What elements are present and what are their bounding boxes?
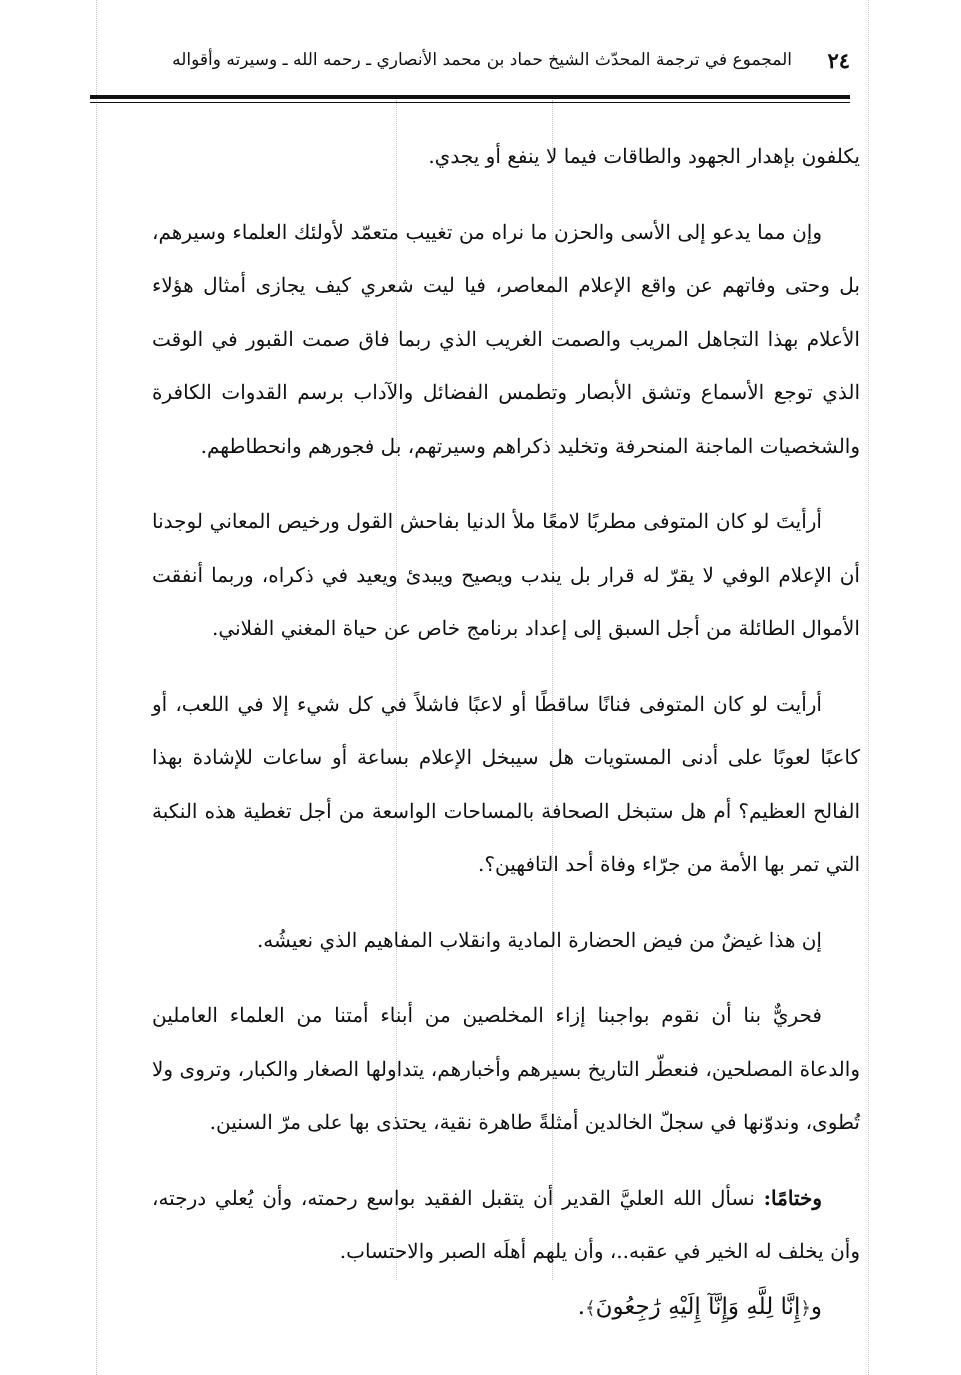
quranic-verse	[152, 1279, 860, 1337]
paragraph-5: إن هذا غيضٌ من فيض الحضارة المادية وانقلاب المفاهيم الذي نعيشُه.	[256, 927, 822, 952]
body-text	[152, 130, 860, 1337]
page-header	[90, 42, 850, 82]
paragraph-6: فحريٌّ بنا أن نقوم بواجبنا إزاء المخلصين من أبناء أمتنا من العلماء العاملين والدعاة المصلحين، فنعطّر التاريخ بسيرهم وأخبارهم، يتداولها الصغار والكبار، وتروى ولا تُطوى، وندوّنها في سجلّ الخالدين أمثلةً طاهرة نقية، يحتذى بها على مرّ السنين.	[152, 1003, 860, 1134]
closing-lead: وختامًا:	[763, 1185, 822, 1210]
header-rule-thin	[90, 102, 850, 103]
verse-prefix: و	[810, 1293, 822, 1320]
header-rule-thick	[90, 95, 850, 99]
scan-artifact-line	[868, 0, 870, 1375]
verse-text: إِنَّا لِلَّهِ وَإِنَّآ إِلَيْهِ رَٰجِعُونَ	[595, 1293, 801, 1320]
paragraph-3: أرأيتَ لو كان المتوفى مطربًا لامعًا ملأ الدنيا بفاحش القول ورخيص المعاني لوجدنا أن الإعلام الوفي لا يقرّ له قرار بل يندب ويصيح ويبدئ ويعيد في ذكراه، وربما أنفقت الأموال الطائلة من أجل السبق إلى إعداد برنامج خاص عن حياة المغني الفلاني.	[152, 509, 860, 640]
scan-artifact-line	[96, 0, 98, 1375]
closing-text: نسأل الله العليَّ القدير أن يتقبل الفقيد بواسع رحمته، وأن يُعلي درجته، وأن يخلف له الخير في عقبه..، وأن يلهم أهلَه الصبر والاحتساب.	[152, 1185, 860, 1263]
running-title: المجموع في ترجمة المحدّث الشيخ حماد بن محمد الأنصاري ـ رحمه الله ـ وسيرته وأقواله	[172, 50, 792, 70]
verse-suffix: .	[577, 1293, 586, 1320]
paragraph-4: أرأيت لو كان المتوفى فنانًا ساقطًا أو لاعبًا فاشلاً في كل شيء إلا في اللعب، أو كاعبًا لعوبًا على أدنى المستويات هل سيبخل الإعلام بساعة أو ساعات للإشادة بهذا الفالح العظيم؟ أم هل ستبخل الصحافة بالمساحات الواسعة من أجل تغطية هذه النكبة التي تمر بها الأمة من جرّاء وفاة أحد التافهين؟.	[152, 691, 860, 876]
closing-paragraph	[152, 1172, 860, 1279]
paragraph-2: وإن مما يدعو إلى الأسى والحزن ما نراه من تغييب متعمّد لأولئك العلماء وسيرهم، بل وحتى وفاتهم عن واقع الإعلام المعاصر، فيا ليت شعري كيف يجازى أمثال هؤلاء الأعلام بهذا التجاهل المريب والصمت الغريب الذي ربما فاق صمت القبور في الوقت الذي توجع الأسماع وتشق الأبصار وتطمس الفضائل والآداب برسم القدوات الكافرة والشخصيات الماجنة المنحرفة وتخليد ذكراهم وسيرتهم، بل فجورهم وانحطاطهم.	[152, 219, 860, 458]
paragraph-1: يكلفون بإهدار الجهود والطاقات فيما لا ينفع أو يجدي.	[428, 144, 860, 168]
ornament-close-icon: ﴾	[585, 1297, 596, 1319]
page-number: ٢٤	[827, 48, 850, 73]
ornament-open-icon: ﴿	[800, 1297, 811, 1319]
